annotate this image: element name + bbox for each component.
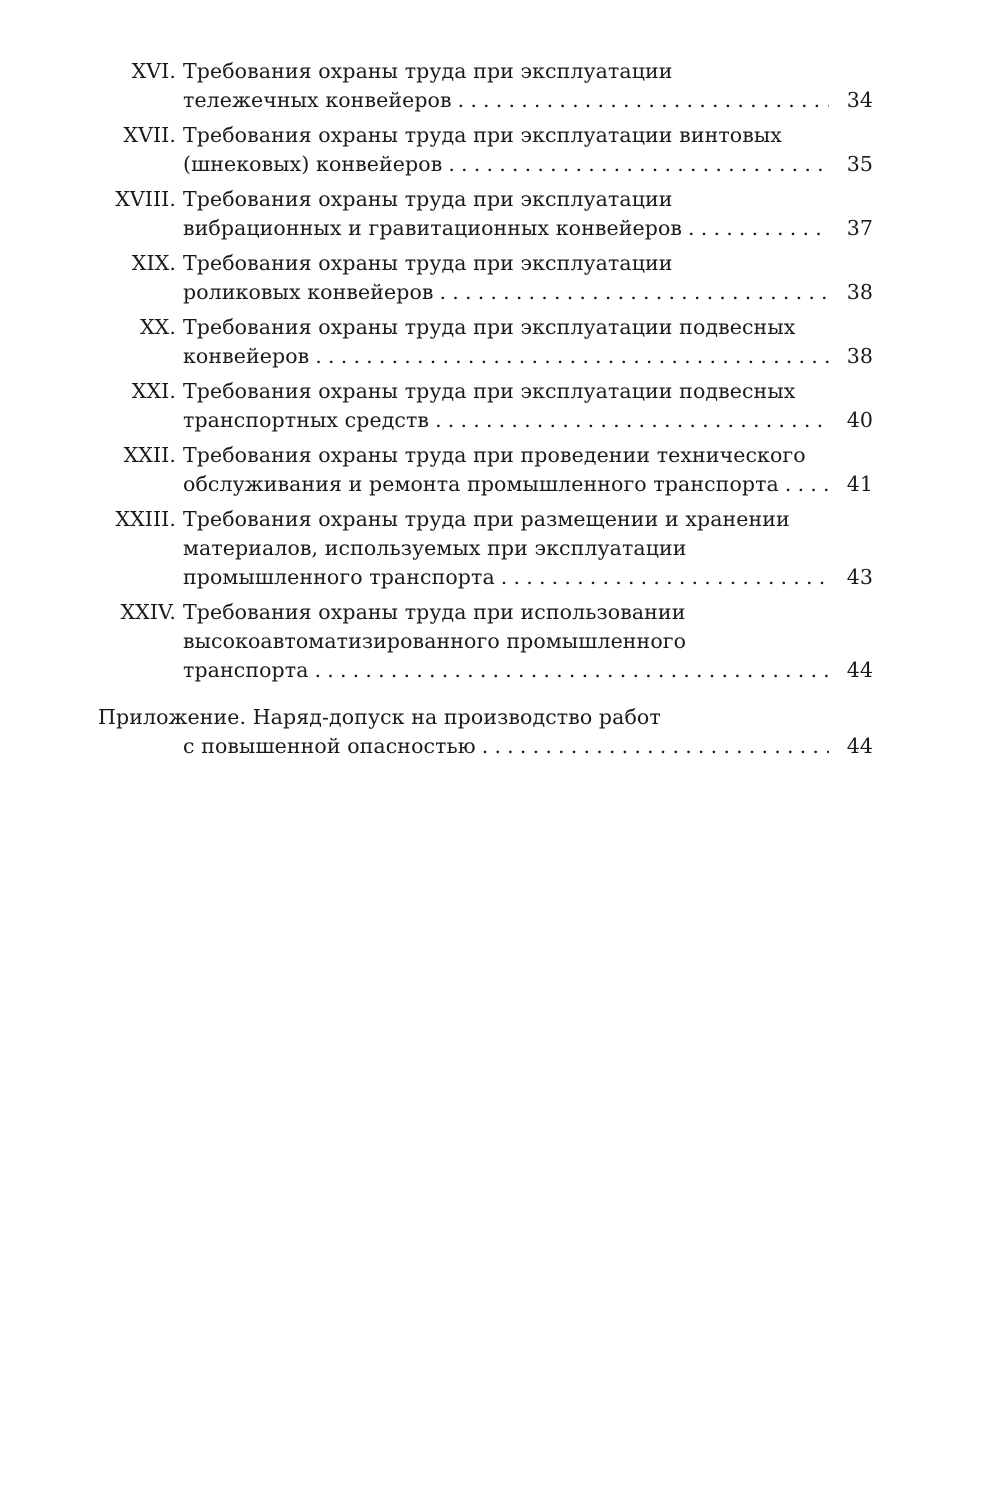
dot-leader <box>435 406 829 435</box>
toc-page-number: 44 <box>846 658 873 682</box>
toc-entry-title <box>183 185 873 243</box>
toc-entry-line: конвейеров <box>183 344 310 368</box>
toc-entry-last-line <box>98 732 873 761</box>
toc-entry-line: тележечных конвейеров <box>183 88 452 112</box>
toc-entry-appendix[interactable] <box>98 703 873 761</box>
toc-entry-line: вибрационных и гравитационных конвейеров <box>183 216 683 240</box>
toc-entry-line: транспорта <box>183 658 309 682</box>
toc-entry-last-line <box>183 563 873 592</box>
dot-leader <box>315 656 829 685</box>
toc-entry-line: материалов, используемых при эксплуатации <box>183 536 687 560</box>
toc-page-number: 34 <box>846 88 873 112</box>
toc-entry-xxiv[interactable] <box>98 598 873 685</box>
dot-leader <box>501 563 829 592</box>
toc-entry-line: Требования охраны труда при проведении технического <box>183 443 806 467</box>
toc-entry-xvii[interactable] <box>98 121 873 179</box>
dot-leader <box>458 86 829 115</box>
toc-entry-xx[interactable] <box>98 313 873 371</box>
toc-entry-title <box>183 57 873 115</box>
toc-entry-title <box>183 505 873 592</box>
toc-entry-title <box>183 313 873 371</box>
toc-entry-number: XXIV. <box>120 600 176 624</box>
toc-entry-xxii[interactable] <box>98 441 873 499</box>
dot-leader <box>440 278 829 307</box>
dot-leader <box>688 214 829 243</box>
table-of-contents <box>0 57 1000 761</box>
toc-page-number: 40 <box>846 408 873 432</box>
toc-entry-title <box>183 377 873 435</box>
toc-entry-line: высокоавтоматизированного промышленного <box>183 629 687 653</box>
toc-entry-line: Требования охраны труда при эксплуатации <box>183 59 673 83</box>
toc-entry-line: с повышенной опасностью <box>183 734 476 758</box>
toc-entry-title <box>183 598 873 685</box>
toc-entry-last-line <box>183 470 873 499</box>
toc-entry-line: Требования охраны труда при эксплуатации подвесных <box>183 379 796 403</box>
toc-entry-number: XX. <box>139 315 176 339</box>
toc-entry-last-line <box>183 214 873 243</box>
toc-entry-line: Требования охраны труда при эксплуатации <box>183 187 673 211</box>
dot-leader <box>315 342 829 371</box>
toc-entry-number: XVIII. <box>115 187 176 211</box>
toc-entry-title <box>183 249 873 307</box>
toc-entry-line: Приложение. Наряд-допуск на производство работ <box>98 705 661 729</box>
toc-entry-line: (шнековых) конвейеров <box>183 152 443 176</box>
toc-entry-number: XXIII. <box>115 507 176 531</box>
toc-entry-last-line <box>183 86 873 115</box>
toc-entry-last-line <box>183 278 873 307</box>
toc-entry-xxiii[interactable] <box>98 505 873 592</box>
dot-leader <box>482 732 829 761</box>
toc-entry-number: XIX. <box>131 251 176 275</box>
toc-page-number: 44 <box>846 734 873 758</box>
toc-entry-line: транспортных средств <box>183 408 430 432</box>
toc-entry-line: Требования охраны труда при эксплуатации винтовых <box>183 123 782 147</box>
toc-page-number: 38 <box>846 280 873 304</box>
toc-page-number: 41 <box>846 472 873 496</box>
toc-entry-line: обслуживания и ремонта промышленного транспорта <box>183 472 779 496</box>
toc-page-number: 43 <box>846 565 873 589</box>
spacer <box>0 691 1000 703</box>
toc-entry-last-line <box>183 342 873 371</box>
toc-entry-title <box>98 703 873 761</box>
dot-leader <box>785 470 829 499</box>
toc-entry-last-line <box>183 150 873 179</box>
toc-page-number: 37 <box>846 216 873 240</box>
toc-entry-xviii[interactable] <box>98 185 873 243</box>
toc-entry-last-line <box>183 406 873 435</box>
toc-entry-number: XXII. <box>123 443 176 467</box>
toc-entry-line: Требования охраны труда при использовании <box>183 600 686 624</box>
toc-entry-xix[interactable] <box>98 249 873 307</box>
toc-entry-title <box>183 121 873 179</box>
toc-entry-line: промышленного транспорта <box>183 565 495 589</box>
toc-entry-line: Требования охраны труда при размещении и хранении <box>183 507 790 531</box>
toc-entry-number: XXI. <box>131 379 176 403</box>
toc-entry-title <box>183 441 873 499</box>
toc-entry-number: XVII. <box>123 123 176 147</box>
toc-entry-line: Требования охраны труда при эксплуатации <box>183 251 673 275</box>
toc-entry-line: Требования охраны труда при эксплуатации подвесных <box>183 315 796 339</box>
toc-entry-xxi[interactable] <box>98 377 873 435</box>
toc-entry-number: XVI. <box>131 59 176 83</box>
toc-entry-last-line <box>183 656 873 685</box>
toc-entry-xvi[interactable] <box>98 57 873 115</box>
toc-page-number: 35 <box>846 152 873 176</box>
dot-leader <box>448 150 829 179</box>
toc-entry-line: роликовых конвейеров <box>183 280 434 304</box>
toc-page-number: 38 <box>846 344 873 368</box>
